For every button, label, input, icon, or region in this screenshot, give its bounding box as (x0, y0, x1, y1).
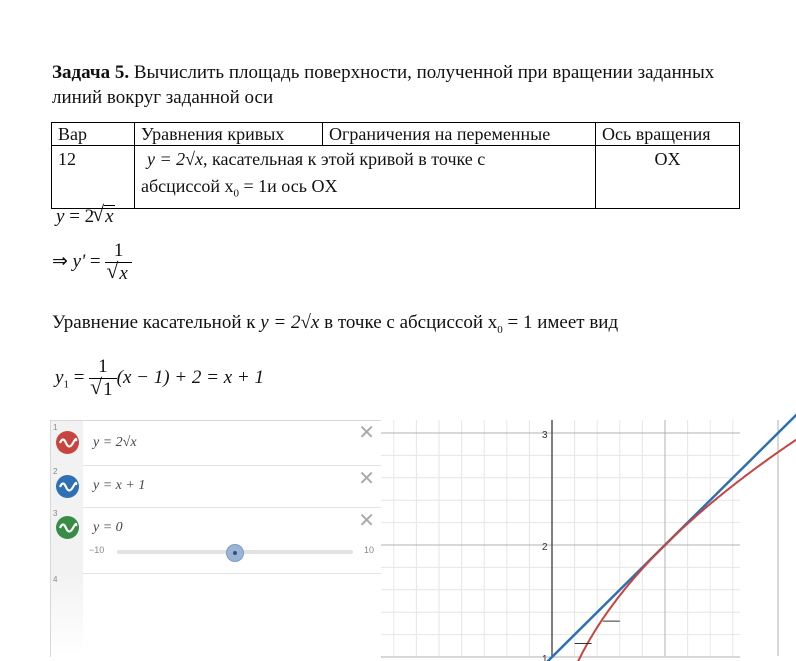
close-icon[interactable]: ✕ (358, 510, 375, 532)
sentence-formula: y = 2√x (260, 312, 320, 333)
table-row (52, 146, 740, 209)
eq1-radicand: x (105, 206, 114, 227)
expression-row-4[interactable] (51, 573, 381, 657)
eq3-numerator: 1 (89, 356, 117, 379)
equation-2: ⇒ y' = 1 √ x (52, 240, 132, 285)
equation-3: $y_1$ = 1 √ 1 (x − 1) + 2 = x + 1 (55, 356, 264, 401)
expression-panel (50, 420, 382, 657)
eq3-lhs: y (55, 366, 64, 388)
expression-text[interactable]: y = 2√x (93, 435, 137, 450)
expression-row-2[interactable] (51, 465, 381, 508)
close-icon[interactable]: ✕ (358, 468, 375, 490)
curve-text-1: , касательная к этой кривой в точке с (203, 149, 486, 169)
implies-symbol: ⇒ (52, 250, 68, 272)
expression-color-icon[interactable] (56, 431, 79, 454)
col-variant: Вар (52, 123, 135, 146)
graph-canvas[interactable] (381, 420, 740, 661)
sentence-subscript: 0 (497, 323, 503, 336)
graph-svg[interactable] (381, 420, 740, 661)
col-curves: Уравнения кривых (135, 123, 323, 146)
sentence-a: Уравнение касательной к (52, 312, 261, 333)
curve-text-3: = 1и ось OX (239, 176, 338, 196)
table-header-row (52, 123, 740, 146)
cell-axis: OX (596, 146, 740, 209)
eq2-numerator: 1 (105, 240, 131, 263)
expression-color-icon[interactable] (56, 475, 79, 498)
task-label: Задача 5. (52, 62, 130, 83)
expression-row-1[interactable] (51, 421, 381, 466)
eq3-subscript: 1 (63, 378, 69, 391)
col-axis: Ось вращения (596, 123, 740, 146)
curve-sqrt (575, 437, 796, 661)
slider-min: −10 (89, 545, 105, 555)
task-table (51, 122, 740, 209)
task-text: Вычислить площадь поверхности, полученной при вращении заданных линий вокруг заданной оси (52, 62, 715, 108)
y-tick-label: 1 (542, 654, 548, 661)
tangent-sentence (52, 312, 618, 336)
curve-formula: y = 2√x (147, 149, 204, 169)
eq2-radicand: x (119, 263, 128, 284)
expression-number: 4 (53, 575, 58, 584)
curve-subscript: 0 (233, 187, 240, 200)
eq1-coef: 2 (84, 206, 95, 227)
sentence-b: в точке с абсциссой x (319, 312, 498, 333)
expression-number: 1 (53, 423, 58, 432)
eq1-lhs: y (56, 206, 65, 227)
expression-number: 3 (53, 509, 58, 518)
sentence-c: = 1 имеет вид (502, 312, 619, 333)
curve-text-2: абсциссой x (141, 176, 234, 196)
y-tick-label: 2 (542, 542, 548, 553)
expression-number: 2 (53, 467, 58, 476)
tangent-line (546, 411, 796, 661)
slider-max: 10 (364, 545, 375, 555)
expression-row-3[interactable] (51, 507, 381, 574)
eq3-radicand: 1 (103, 379, 113, 400)
eq2-lhs: y' (72, 250, 86, 272)
cell-variant: 12 (52, 146, 135, 209)
expression-text[interactable]: y = x + 1 (93, 478, 146, 493)
col-constraints: Ограничения на переменные (323, 123, 596, 146)
slider-handle[interactable] (226, 544, 244, 562)
expression-color-icon[interactable] (56, 516, 79, 539)
equation-1: y = 2√ x (56, 206, 115, 228)
close-icon[interactable]: ✕ (358, 422, 375, 444)
expression-text[interactable]: y = 0 (93, 520, 123, 535)
task-heading (52, 60, 752, 110)
eq3-rest: (x − 1) + 2 = x + 1 (116, 366, 264, 388)
cell-curves (135, 146, 596, 209)
y-tick-label: 3 (542, 430, 548, 441)
